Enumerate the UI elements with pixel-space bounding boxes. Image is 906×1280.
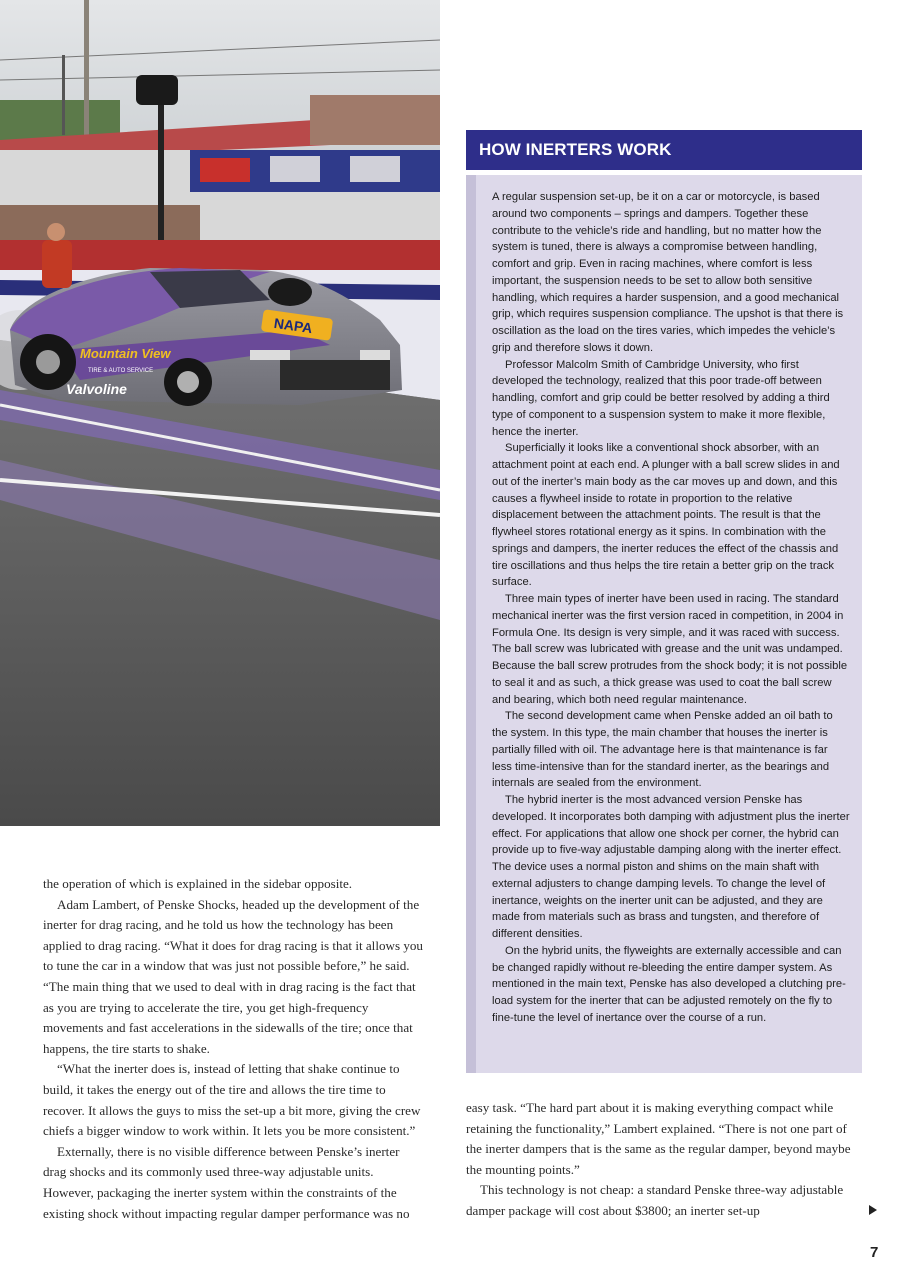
sidebar-paragraph: Professor Malcolm Smith of Cambridge University, who first developed the technology, realized that this poor trade-off between handling, comfort and grip could be better resolved by adding a third type of component to a suspension system to make it more flexible, hence the inerter. — [492, 358, 830, 438]
photo-illustration — [0, 0, 440, 826]
sidebar-paragraph: Three main types of inerter have been used in racing. The standard mechanical inerter was the first version raced in competition, in 2004 in Formula One. Its design is very simple, and it was raced with success. The ball screw was lubricated with grease and the unit was undamped. Because the ball screw protrudes from the shock body; it is not possible to seal it and as such, a thick grease was used to coat the ball screw and bearing, which both need regular maintenance. — [492, 593, 848, 706]
sidebar-paragraph: Superficially it looks like a conventional shock absorber, with an attachment point at each end. A plunger with a ball screw slides in and out of the inerter’s main body as the car moves up and down, and this causes a flywheel inside to rotate in proportion to the relative displacement between the attachment points. The result is that the flywheel stores rotational energy as it spins. In combination with the springs and dampers, the inerter reduces the effect of the chassis and tire oscillations and thus helps the tire retain a better grip on the track surface. — [492, 442, 840, 589]
body-paragraph: Adam Lambert, of Penske Shocks, headed up the development of the inerter for drag racing, and he told us how the technology has been applied to drag racing. “What it does for drag racing is that it allows you to tune the car in a window that was just not possible before,” he said. “The main thing that we used to deal with in drag racing is the fact that as you are trying to accelerate the tire, you get high-frequency movements and fast accelerations in the sidewalls of the tire; once that happens, the tire starts to shake. — [43, 896, 423, 1056]
sidebar-title: HOW INERTERS WORK — [466, 130, 862, 170]
drag-racing-photo — [0, 0, 440, 826]
body-column-right — [466, 1098, 858, 1222]
crowd — [0, 205, 200, 245]
body-column-left — [43, 874, 423, 1224]
car-side-text: Mountain View — [80, 346, 171, 361]
body-paragraph: “What the inerter does is, instead of letting that shake continue to build, it takes the energy out of the tire and allows the tire time to recover. It allows the guys to miss the set-up a bit more, giving the crew chiefs a bigger window to work within. It lets you be more consistent.” — [43, 1061, 421, 1139]
body-paragraph: the operation of which is explained in the sidebar opposite. — [43, 876, 353, 891]
continue-arrow-icon — [869, 1205, 877, 1215]
car-side-subtext: TIRE & AUTO SERVICE — [88, 368, 154, 374]
sidebar-paragraph: The hybrid inerter is the most advanced version Penske has developed. It incorporates both damping with adjustment plus the inerter effect. For applications that allow one shock per corner, the hybrid can provide up to five-way adjustable damping along with the inerter effect. The device uses a normal piston and shims on the main shaft with external adjusters to change damping levels. To change the level of inertance, weights on the inerter unit can be adjusted, and they are made from materials such as brass and tungsten, and therefore of different densities. — [492, 794, 850, 940]
start-light-tower — [158, 80, 164, 260]
car-grille — [280, 360, 390, 390]
sidebar-paragraph: On the hybrid units, the flyweights are externally accessible and can be changed rapidly without re-bleeding the entire damper system. As mentioned in the main text, Penske has also developed a clutching pre-load system for the inerter that can be adjusted remotely on the fly to fine-tune the level of inertance over the course of a run. — [492, 944, 846, 1024]
sidebar-content — [466, 175, 862, 1073]
hood-scoop — [268, 278, 312, 306]
crew-member — [42, 240, 72, 288]
sidebar-paragraph: A regular suspension set-up, be it on a car or motorcycle, is based around two components – springs and dampers. Together these contribute to the vehicle’s ride and handling, but no matter how the system is tuned, there is always a compromise between handling, comfort and grip. Even in racing machines, where comfort is less important, the suspension needs to be set to allow both sensitive handling, which requires a harder suspension, and a good mechanical grip, which requires suspension compliance. The upshot is that there is oscillation as the load on the tires varies, which impedes the vehicle’s grip and therefore slows it down. — [492, 191, 844, 354]
valvoline-decal: Valvoline — [66, 381, 127, 397]
page-number: 7 — [870, 1244, 879, 1261]
napa-logo-text: NAPA — [272, 314, 314, 337]
body-paragraph: This technology is not cheap: a standard Penske three-way adjustable damper package will cost about $3800; an inerter set-up — [466, 1182, 844, 1218]
body-paragraph: Externally, there is no visible difference between Penske’s inerter drag shocks and its commonly used three-way adjustable units. However, packaging the inerter system within the constraints of the existing shock without impacting regular damper performance was no — [43, 1143, 410, 1221]
body-paragraph: easy task. “The hard part about it is making everything compact while retaining the functionality,” Lambert explained. “There is not one part of the inerter dampers that is the same as the regular damper, beyond maybe the mounting points.” — [466, 1100, 851, 1177]
sidebar-paragraph: The second development came when Penske added an oil bath to the system. In this type, the main chamber that houses the inerter is partially filled with oil. The advantage here is that maintenance is far less time-intensive than for the standard inerter, as the bearings and internals are sealed from the environment. — [492, 710, 833, 790]
